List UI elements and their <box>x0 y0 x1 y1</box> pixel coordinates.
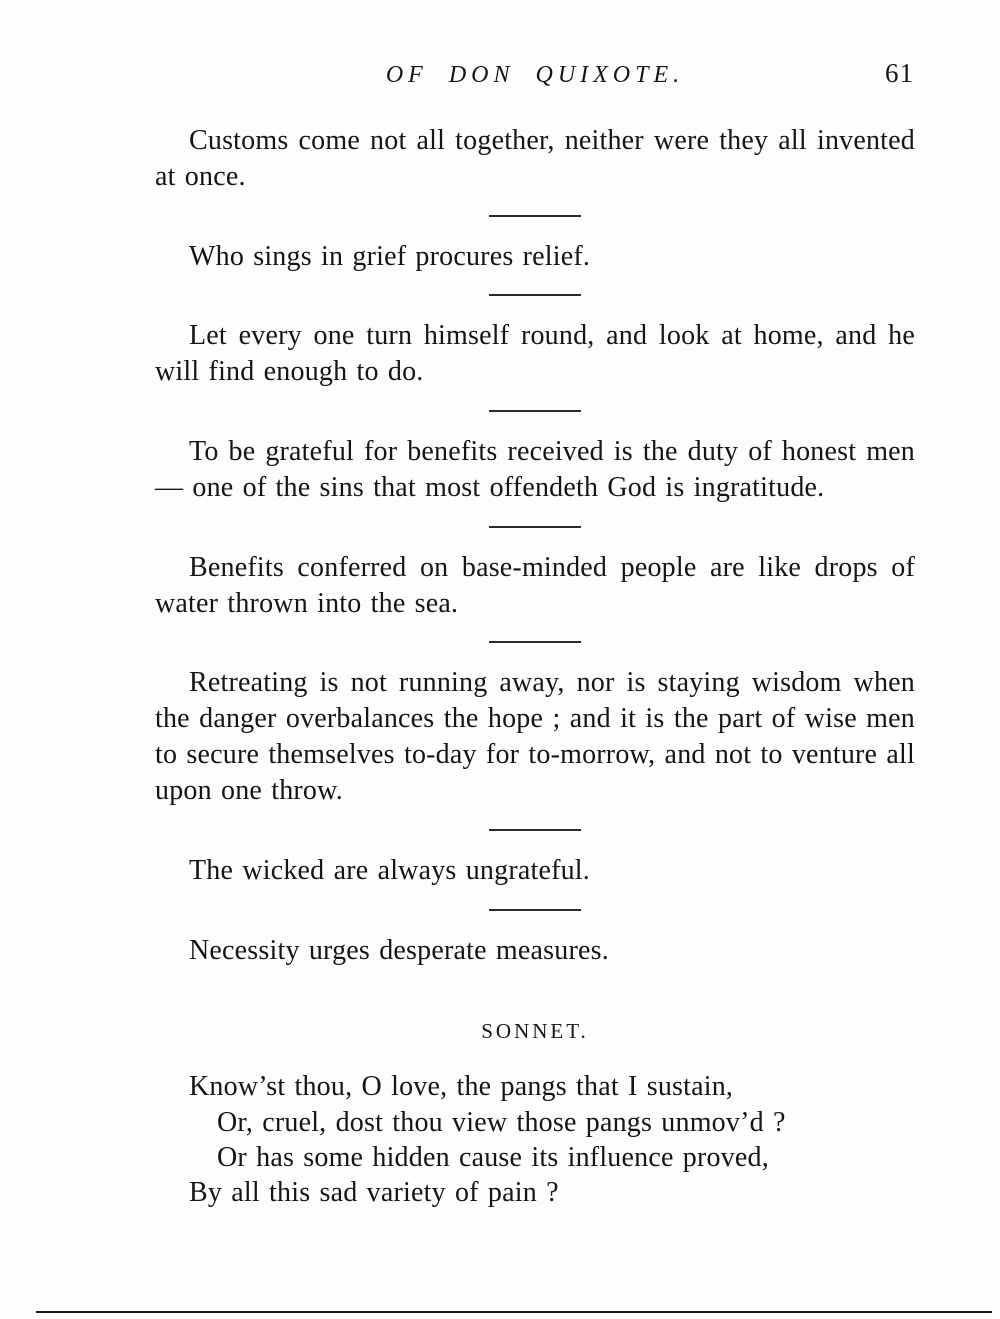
maxim-paragraph: Who sings in grief procures relief. <box>189 240 591 272</box>
sonnet-heading: SONNET. <box>481 1019 589 1044</box>
section-divider <box>489 526 581 528</box>
page-header <box>0 0 1000 89</box>
maxim-paragraph: Customs come not all together, neither were they all invented at once. <box>155 125 915 192</box>
sonnet-poem <box>155 1069 915 1210</box>
maxim-paragraph: Retreating is not running away, nor is staying wisdom when the danger overbalances the hope ; and it is the part of wise men to secure themselves to-day for to-morrow, and not to venture all upon one throw. <box>155 667 915 806</box>
section-divider <box>489 215 581 217</box>
section-divider <box>489 294 581 296</box>
section-divider <box>489 641 581 643</box>
sonnet-line: Or, cruel, dost thou view those pangs unmov’d ? <box>217 1106 786 1138</box>
maxim-paragraph: Necessity urges desperate measures. <box>189 934 609 966</box>
running-head: OF DON QUIXOTE. <box>385 62 685 88</box>
maxim-paragraph: To be grateful for benefits received is the duty of honest men — one of the sins that most offendeth God is ingratitude. <box>155 436 915 503</box>
page-number: 61 <box>885 58 914 88</box>
sonnet-line: Know’st thou, O love, the pangs that I sustain, <box>189 1071 734 1103</box>
sonnet-line: Or has some hidden cause its influence proved, <box>217 1141 769 1173</box>
page-content <box>0 89 1000 1210</box>
section-divider <box>489 909 581 911</box>
sonnet-line: By all this sad variety of pain ? <box>189 1177 559 1209</box>
maxim-paragraph: Benefits conferred on base-minded people are like drops of water thrown into the sea. <box>155 551 915 619</box>
scan-edge-line <box>36 1311 992 1313</box>
maxim-paragraph: The wicked are always ungrateful. <box>189 854 590 886</box>
section-divider <box>489 410 581 412</box>
section-divider <box>489 829 581 831</box>
maxim-paragraph: Let every one turn himself round, and look at home, and he will find enough to do. <box>155 320 915 388</box>
